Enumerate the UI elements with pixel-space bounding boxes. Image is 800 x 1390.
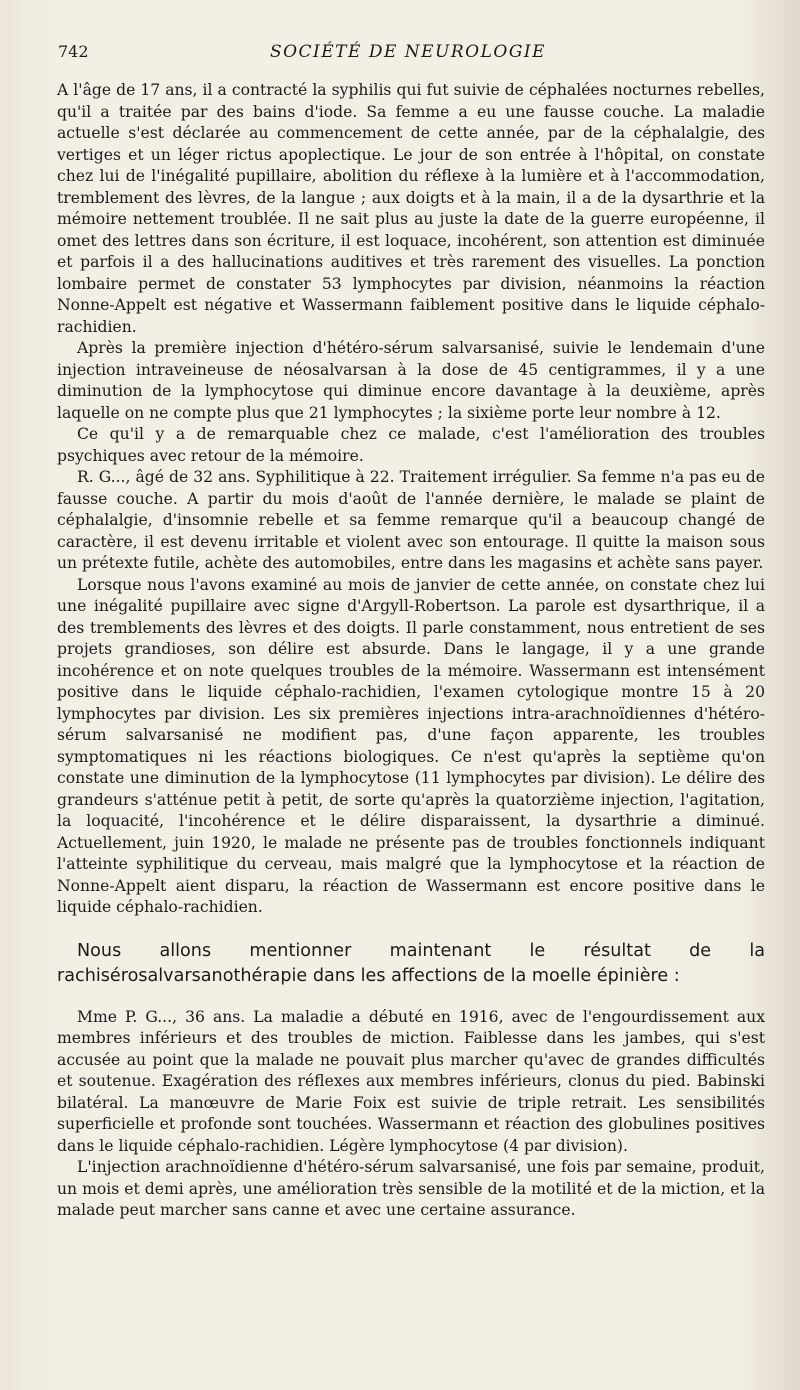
paragraph-treatment: Après la première injection d'hétéro-sérum salvarsanisé, suivie le lendemain d'une injection intraveineuse de néosalvarsan à la dose de 45 centigrammes, il y a une diminution de la lymphocytose qui diminue encore davantage à la deuxième, après laquelle on ne compte plus que 21 lymphocytes ; la sixième porte leur nombre à 12. <box>57 339 765 422</box>
paragraph-remark: Ce qu'il y a de remarquable chez ce malade, c'est l'amélioration des troubles psychiques avec retour de la mémoire. <box>57 425 765 465</box>
page-number: 742 <box>58 42 89 61</box>
paragraph-case-rg: R. G..., âgé de 32 ans. Syphilitique à 22. Traitement irrégulier. Sa femme n'a pas eu de fausse couche. A partir du mois d'août de l'année dernière, le malade se plaint de céphalalgie, d'insomnie rebelle et sa femme remarque qu'il a beaucoup changé de caractère, il est devenu irritable et violent avec son entourage. Il quitte la maison sous un prétexte futile, achète des automobiles, entre dans les magasins et achète sans payer. <box>57 468 765 572</box>
paragraph-examination: Lorsque nous l'avons examiné au mois de janvier de cette année, on constate chez lui une inégalité pupillaire avec signe d'Argyll-Robertson. La parole est dysarthrique, il a des tremblements des lèvres et des doigts. Il parle constamment, nous entretient de ses projets grandioses, son délire est absurde. Dans le langage, il y a une grande incohérence et on note quelques troubles de la mémoire. Wassermann est intensément positive dans le liquide céphalo-rachidien, l'examen cytologique montre 15 à 20 lymphocytes par division. Les six premières injections intra-arachnoïdiennes d'hétéro-sérum salvarsanisé ne modifient pas, d'une façon apparente, les troubles symptomatiques ni les réactions biologiques. Ce n'est qu'après la septième qu'on constate une diminution de la lymphocytose (11 lymphocytes par division). Le délire des grandeurs s'atténue petit à petit, de sorte qu'après la quatorzième injection, l'agitation, la loquacité, l'incohérence et le délire disparaissent, la dysarthrie a diminué. Actuellement, juin 1920, le malade ne présente pas de troubles fonctionnels indiquant l'atteinte syphilitique du cerveau, mais malgré que la lymphocytose et la réaction de Nonne-Appelt aient disparu, la réaction de Wassermann est encore positive dans le liquide céphalo-rachidien. <box>57 575 765 916</box>
paragraph-case-history: A l'âge de 17 ans, il a contracté la syphilis qui fut suivie de céphalées nocturnes rebelles, qu'il a traitée par des bains d'iode. Sa femme a eu une fausse couche. La maladie actuelle s'est déclarée au commencement de cette année, par de la céphalalgie, des vertiges et un léger rictus apoplectique. Le jour de son entrée à l'hôpital, on constate chez lui de l'inégalité pupillaire, abolition du réflexe à la lumière et à l'accommodation, tremblement des lèvres, de la langue ; aux doigts et à la main, il a de la dysarthrie et la mémoire nettement troublée. Il ne sait plus au juste la date de la guerre européenne, il omet des lettres dans son écriture, il est loquace, incohérent, son attention est diminuée et parfois il a des hallucinations auditives et très rarement des visuelles. La ponction lombaire permet de constater 53 lymphocytes par division, néanmoins la réaction Nonne-Appelt est négative et Wassermann faiblement positive dans le liquide céphalo-rachidien. <box>57 81 765 336</box>
paragraph-case-mme-pg: Mme P. G..., 36 ans. La maladie a débuté en 1916, avec de l'engourdissement aux membres inférieurs et des troubles de miction. Faiblesse dans les jambes, qui s'est accusée au point que la malade ne pouvait plus marcher qu'avec de grandes difficultés et soutenue. Exagération des réflexes aux membres inférieurs, clonus du pied. Babinski bilatéral. La manœuvre de Marie Foix est suivie de triple retrait. Les sensibilités superficielle et profonde sont touchées. Wassermann et réaction des globulines positives dans le liquide céphalo-rachidien. Légère lymphocytose (4 par division). <box>57 1007 765 1155</box>
paragraph-injection-result: L'injection arachnoïdienne d'hétéro-sérum salvarsanisé, une fois par semaine, produit, un mois et demi après, une amélioration très sensible de la motilité et de la miction, et la malade peut marcher sans canne et avec une certaine assurance. <box>57 1158 765 1219</box>
section-heading: Nous allons mentionner maintenant le résultat de la rachisérosalvarsanothérapie dans les affections de la moelle épinière : <box>57 940 765 986</box>
body-text <box>57 80 765 1222</box>
page-header <box>58 42 758 66</box>
running-title: SOCIÉTÉ DE NEUROLOGIE <box>269 42 547 62</box>
